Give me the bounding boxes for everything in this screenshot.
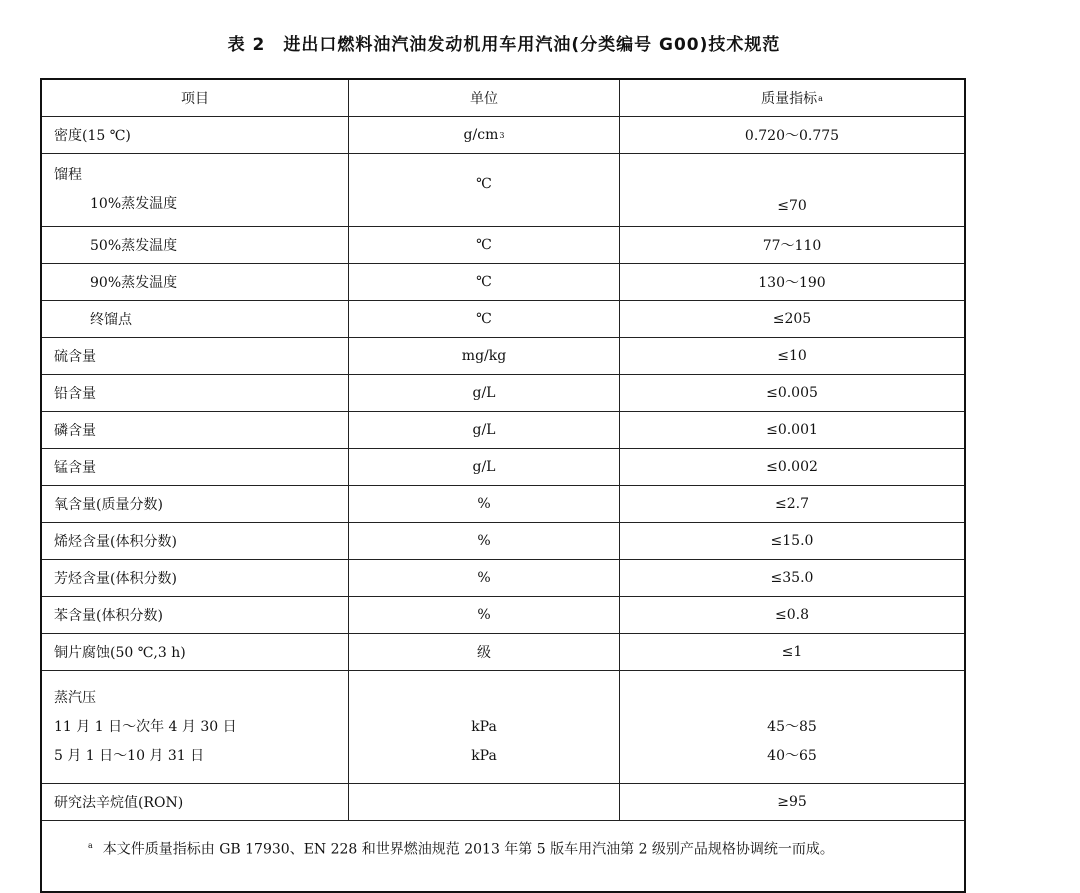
- item-cell: 芳烃含量(体积分数): [42, 560, 349, 596]
- value-cell: ≤205: [772, 311, 812, 327]
- table-row-olefin: [42, 523, 964, 560]
- table-title-text: 进出口燃料油汽油发动机用车用汽油(分类编号 G00)技术规范: [283, 35, 781, 55]
- unit-cell: g/L: [349, 412, 620, 448]
- unit-cell: mg/kg: [349, 338, 620, 374]
- item-cell: 密度(15 ℃): [42, 117, 349, 153]
- table-row-vapor: [42, 671, 964, 784]
- item-cell: 烯烃含量(体积分数): [42, 523, 349, 559]
- item-heading: 馏程: [54, 167, 82, 183]
- item-cell: 50%蒸发温度: [42, 227, 349, 263]
- header-value-label: 质量指标: [761, 91, 818, 107]
- item-cell: 磷含量: [42, 412, 349, 448]
- table-row-distillation: [42, 154, 964, 227]
- item-cell: 铜片腐蚀(50 ℃,3 h): [42, 634, 349, 670]
- unit-text: kPa: [471, 747, 497, 764]
- table-row-density: [42, 117, 964, 154]
- value-cell: 77～110: [762, 238, 822, 254]
- unit-cell: %: [349, 486, 620, 522]
- table-row-benzene: [42, 597, 964, 634]
- unit-cell: %: [349, 560, 620, 596]
- table-row-lead: [42, 375, 964, 412]
- footnote: [42, 821, 964, 891]
- value-cell: ≤0.001: [766, 422, 818, 438]
- unit-cell: [349, 671, 620, 783]
- unit-cell: %: [349, 523, 620, 559]
- value-cell: [620, 671, 964, 783]
- table-title: [0, 30, 1008, 55]
- item-sub: 11 月 1 日～次年 4 月 30 日: [54, 718, 237, 735]
- value-cell: ≤15.0: [770, 533, 814, 549]
- table-footnote-row: [42, 821, 964, 891]
- value-cell: ≤70: [777, 198, 807, 214]
- unit-cell: [349, 784, 620, 820]
- item-cell: 硫含量: [42, 338, 349, 374]
- unit-cell: ℃: [349, 154, 620, 226]
- value-text: 45～85: [767, 718, 817, 735]
- item-sub: 5 月 1 日～10 月 31 日: [54, 747, 205, 764]
- value-cell: ≤1: [781, 644, 803, 660]
- table-row-phosphorus: [42, 412, 964, 449]
- spec-table: [40, 78, 966, 893]
- item-cell: 苯含量(体积分数): [42, 597, 349, 633]
- footnote-text: 本文件质量指标由 GB 17930、EN 228 和世界燃油规范 2013 年第 5 版车用汽油第 2 级别产品规格协调统一而成。: [102, 841, 834, 858]
- table-row-oxygen: [42, 486, 964, 523]
- item-cell: 氧含量(质量分数): [42, 486, 349, 522]
- item-cell: 研究法辛烷值(RON): [42, 784, 349, 820]
- value-cell: 130～190: [758, 275, 826, 291]
- unit-cell: ℃: [349, 227, 620, 263]
- unit-cell: ℃: [349, 301, 620, 337]
- unit-text: g/cm: [463, 127, 499, 143]
- table-row-manganese: [42, 449, 964, 486]
- item-cell: [42, 154, 349, 226]
- table-row-copper: [42, 634, 964, 671]
- value-cell: ≤10: [777, 348, 807, 364]
- unit-text: kPa: [471, 718, 497, 735]
- table-row-sulfur: [42, 338, 964, 375]
- table-number: 表 2: [227, 35, 266, 55]
- unit-superscript: 3: [499, 130, 505, 140]
- value-text: 40～65: [767, 747, 817, 764]
- header-value-footnote-mark: a: [818, 93, 823, 103]
- footnote-mark: a: [88, 841, 93, 850]
- unit-cell: ℃: [349, 264, 620, 300]
- unit-cell: g/L: [349, 375, 620, 411]
- table-row-d90: [42, 264, 964, 301]
- value-cell: ≤0.002: [766, 459, 818, 475]
- unit-cell: 级: [349, 634, 620, 670]
- value-cell: ≤0.005: [766, 385, 818, 401]
- item-cell: [42, 671, 349, 783]
- value-cell: ≤0.8: [775, 607, 809, 623]
- unit-cell: %: [349, 597, 620, 633]
- unit-cell: g/L: [349, 449, 620, 485]
- header-value: [620, 80, 964, 116]
- item-cell: 铅含量: [42, 375, 349, 411]
- table-row-aromatic: [42, 560, 964, 597]
- table-row-endpoint: [42, 301, 964, 338]
- table-row-ron: [42, 784, 964, 821]
- table-header-row: [42, 80, 964, 117]
- item-cell: 终馏点: [42, 301, 349, 337]
- value-cell: ≤2.7: [775, 496, 809, 512]
- item-cell: 锰含量: [42, 449, 349, 485]
- item-heading: 蒸汽压: [54, 689, 96, 706]
- item-sub: 10%蒸发温度: [90, 196, 178, 212]
- value-cell: ≤35.0: [770, 570, 814, 586]
- value-cell: 0.720～0.775: [744, 128, 840, 144]
- header-item: 项目: [42, 80, 349, 116]
- value-cell: ≥95: [777, 794, 807, 810]
- header-unit: 单位: [349, 80, 620, 116]
- unit-cell: [349, 117, 620, 153]
- item-cell: 90%蒸发温度: [42, 264, 349, 300]
- table-row-d50: [42, 227, 964, 264]
